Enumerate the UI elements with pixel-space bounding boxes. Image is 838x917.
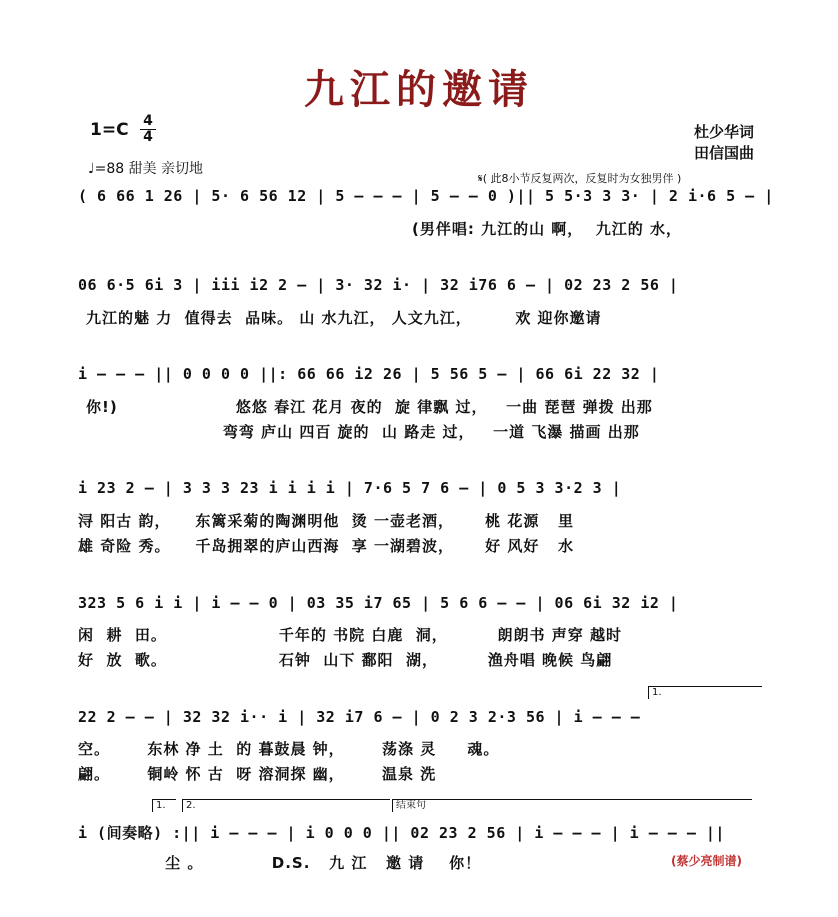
lyric-line-2: 九江的魅 力 值得去 品味。 山 水九江， 人文九江， 欢 迎你邀请 [86, 309, 602, 327]
credits [694, 122, 754, 164]
lyric-line-6a: 空。 东林 净 土 的 暮鼓晨 钟， 荡涤 灵 魂。 [78, 740, 500, 758]
lyric-line-7: 尘 。 D.S. 九 江 邀 请 你！ [78, 854, 482, 872]
repeat-instruction: 𝄋( 此8小节反复两次，反复时为女独男伴 ) [478, 172, 682, 185]
song-title: 九江的邀请 [304, 67, 534, 113]
tempo-marking: ♩=88 甜美 亲切地 [88, 161, 204, 177]
lyric-line-5b: 好 放 歌。 石钟 山下 鄱阳 湖， 渔舟唱 晚候 鸟翩 [78, 651, 613, 669]
lyric-line-3a: 你!) 悠悠 春江 花月 夜的 旋 律飘 过， 一曲 琵琶 弹拨 出那 [86, 398, 653, 416]
time-sig-top: 4 [143, 113, 153, 129]
lyric-line-1: (男伴唱: 九江的山 啊， 九江的 水， [412, 220, 682, 238]
notation-line-1: ( 6 66 1 26 | 5· 6 56 12 | 5 — — — | 5 — — 0 )|| 5 5·3 3 3· | 2 i·6 5 — | [78, 187, 774, 205]
lyric-line-4a: 浔 阳古 韵， 东篱采菊的陶渊明他 烫 一壶老酒， 桃 花源 里 [78, 512, 575, 530]
notation-line-4: i 23 2 — | 3 3 3 23 i i i i | 7·6 5 7 6 — | 0 5 3 3·2 3 | [78, 479, 622, 497]
volta-1: 1. [648, 686, 762, 699]
volta-2: 2. [182, 799, 390, 812]
time-sig-bottom: 4 [140, 129, 156, 145]
composer: 田信国曲 [693, 144, 754, 162]
notation-line-7: i (间奏略) :|| i — — — | i 0 0 0 || 02 23 2 56 | i — — — | i — — — || [78, 824, 725, 842]
lyricist: 杜少华词 [693, 123, 754, 141]
time-signature [140, 114, 156, 145]
lyric-line-4b: 雄 奇险 秀。 千岛拥翠的庐山西海 享 一湖碧波， 好 风好 水 [78, 537, 575, 555]
notation-line-6: 22 2 — — | 32 32 i·· i | 32 i7 6 — | 0 2 3 2·3 56 | i — — — [78, 708, 641, 726]
volta-1-repeat: 1. [152, 799, 176, 812]
notation-line-2: 06 6·5 6i 3 | iii i2 2 — | 3· 32 i· | 32 i76 6 — | 02 23 2 56 | [78, 276, 679, 294]
lyric-line-5a: 闲 耕 田。 千年的 书院 白鹿 洞， 朗朗书 声穿 越时 [78, 626, 623, 644]
lyric-line-6b: 翩。 铜岭 怀 古 呀 溶洞探 幽， 温泉 洗 [78, 765, 437, 783]
key-signature: 1=C [90, 120, 129, 140]
transcriber-watermark: (蔡少亮制谱) [671, 854, 742, 868]
notation-line-3: i — — — || 0 0 0 0 ||: 66 66 i2 26 | 5 56 5 — | 66 6i 22 32 | [78, 365, 660, 383]
ending-bracket: 结束句 [392, 799, 752, 812]
lyric-line-3b: 弯弯 庐山 四百 旋的 山 路走 过， 一道 飞瀑 描画 出那 [86, 423, 640, 441]
notation-line-5: 323 5 6 i i | i — — 0 | 03 35 i7 65 | 5 6 6 — — | 06 6i 32 i2 | [78, 594, 679, 612]
